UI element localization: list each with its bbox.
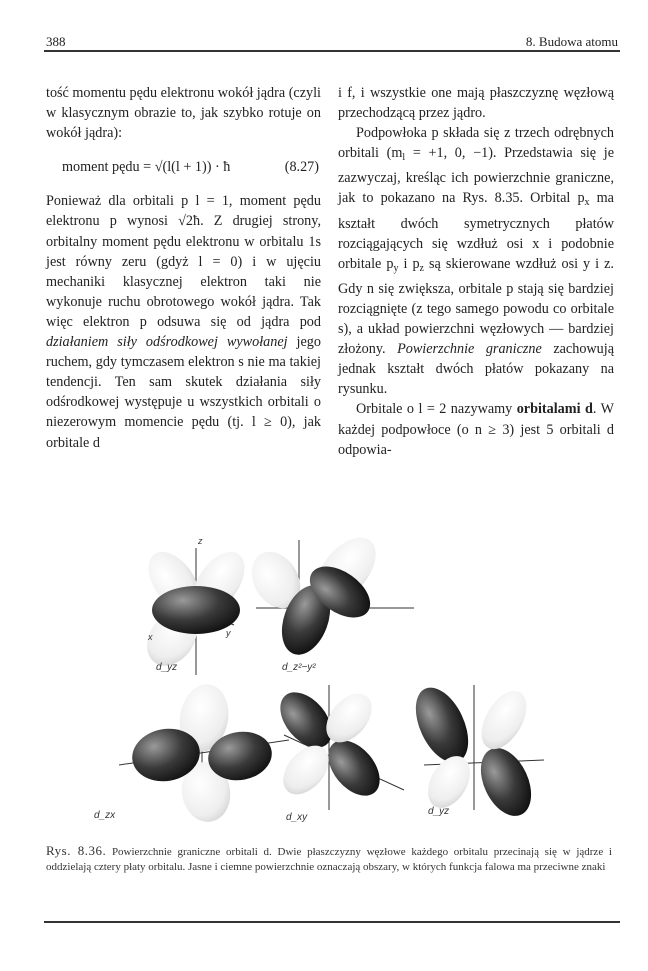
axis-label-x: x bbox=[148, 632, 153, 642]
axis-label-y: y bbox=[226, 628, 231, 638]
d-orbitals-illustration bbox=[44, 520, 604, 825]
orbital-dz2-y2 bbox=[242, 527, 414, 662]
right-paragraph-1: i f, i wszystkie one mają płaszczyznę węzłową przechodzącą przez jądro. bbox=[338, 85, 614, 122]
right-paragraph-3 bbox=[338, 399, 614, 459]
orbital-label-dxy: d_xy bbox=[286, 812, 308, 823]
orbital-dyz-bottom-right bbox=[405, 679, 544, 823]
equation-text: moment pędu = √(l(l + 1)) · ħ bbox=[62, 159, 231, 176]
orbital-dzx bbox=[119, 680, 289, 825]
page-number: 388 bbox=[46, 34, 66, 49]
orbital-label-dyz-1: d_yz bbox=[156, 662, 178, 673]
right-paragraph-2-text-a: Podpowłoka p składa się z trzech odrębnych orbitali (m bbox=[338, 125, 614, 162]
right-paragraph-2-text-d: i p bbox=[398, 255, 420, 272]
left-paragraph-2-text-a: Ponieważ dla orbitali p l = 1, moment pędu elektronu p wynosi √2ħ. Z drugiej strony, orbitalny moment pędu elektronu w orbitalu 1s jest równy zeru (gdyż l = 0) i w ujęciu mechaniki klasycznej elektron taki nie wykonuje ruchu obrotowego wokół jądra. Tak więc elektron p odsuwa się od jądra pod bbox=[46, 193, 321, 330]
term-orbitale-d: orbitalami d bbox=[516, 401, 593, 418]
lobe-light bbox=[472, 683, 535, 756]
subscript-z: z bbox=[419, 262, 424, 274]
axis-label-z: z bbox=[198, 536, 203, 546]
subscript-x: x bbox=[584, 197, 590, 209]
header-rule bbox=[44, 50, 620, 52]
lobe-dark bbox=[405, 679, 479, 770]
lobe-dark bbox=[152, 586, 240, 634]
footer-rule bbox=[44, 921, 620, 923]
subscript-l: l bbox=[402, 152, 406, 164]
left-paragraph-2-text-b: jego ruchem, gdy tymczasem elektron s nie ma takiej tendencji. Ten sam skutek działania siły odśrodkowej występuje u wszystkich orbitali o niezerowym momencie pędu (tj. l ≥ 0), jak orbitale d bbox=[46, 334, 321, 451]
subscript-y: y bbox=[393, 262, 399, 274]
right-paragraph-2-italic: Powierzchnie graniczne bbox=[397, 341, 542, 358]
orbital-dyz-top-left bbox=[137, 543, 255, 676]
figure-caption bbox=[46, 843, 612, 875]
lobe-light bbox=[274, 737, 338, 803]
orbital-dxy bbox=[270, 683, 404, 810]
caption-text: Powierzchnie graniczne orbitali d. Dwie płaszczyzny węzłowe każdego orbitalu przecinają się w jądrze i oddzielają cztery płaty orbitalu. Jasne i ciemne powierzchnie oznaczają obszary, w których funkcja falowa ma przeciwne znaki bbox=[46, 846, 612, 873]
right-paragraph-2-text-b: = +1, 0, −1). Przedstawia się je zazwyczaj, kreśląc ich powierzchnie graniczne, jak to pokazano na Rys. 8.35. Orbital p bbox=[338, 145, 614, 207]
left-column bbox=[46, 83, 321, 453]
left-paragraph-2-italic: działaniem siły odśrodkowej wywołanej bbox=[46, 334, 288, 351]
left-paragraph-1: tość momentu pędu elektronu wokół jądra (czyli w klasycznym obrazie to, jak szybko rotuje on wokół jądra): bbox=[46, 85, 322, 142]
running-head: 8. Budowa atomu bbox=[525, 34, 618, 49]
right-paragraph-3-text-b: . W każdej podpowłoce (o n ≥ 3) jest 5 orbitali d odpowia- bbox=[338, 401, 614, 458]
orbital-label-dzx: d_zx bbox=[94, 810, 116, 821]
right-paragraph-2-text-e: są skierowane wzdłuż osi y i z. Gdy n się zwiększa, orbitale p stają się bardziej rozciągnięte (z tego samego powodu co orbitale s), a układ powierzchni węzłowych — bardziej złożony. bbox=[338, 255, 614, 358]
right-paragraph-2-text-f: zachowują jednak kształt dwóch płatów pokazany na rysunku. bbox=[338, 341, 614, 398]
right-paragraph-2-text-c: ma kształt dwóch symetrycznych płatów rozciągających się wzdłuż osi x i podobnie orbitale p bbox=[338, 190, 614, 272]
right-paragraph-3-text-a: Orbitale o l = 2 nazywamy bbox=[356, 401, 517, 418]
figure-d-orbitals bbox=[44, 520, 604, 825]
right-paragraph-2 bbox=[338, 123, 614, 399]
right-column bbox=[338, 83, 614, 460]
caption-label: Rys. 8.36. bbox=[46, 843, 107, 858]
equation-8-27 bbox=[62, 157, 321, 177]
orbital-label-dyz-2: d_yz bbox=[428, 806, 450, 817]
equation-number: (8.27) bbox=[284, 159, 319, 176]
left-paragraph-2 bbox=[46, 191, 321, 452]
lobe-dark bbox=[471, 740, 541, 824]
orbital-label-dz2-y2: d_z²−y² bbox=[282, 662, 316, 673]
